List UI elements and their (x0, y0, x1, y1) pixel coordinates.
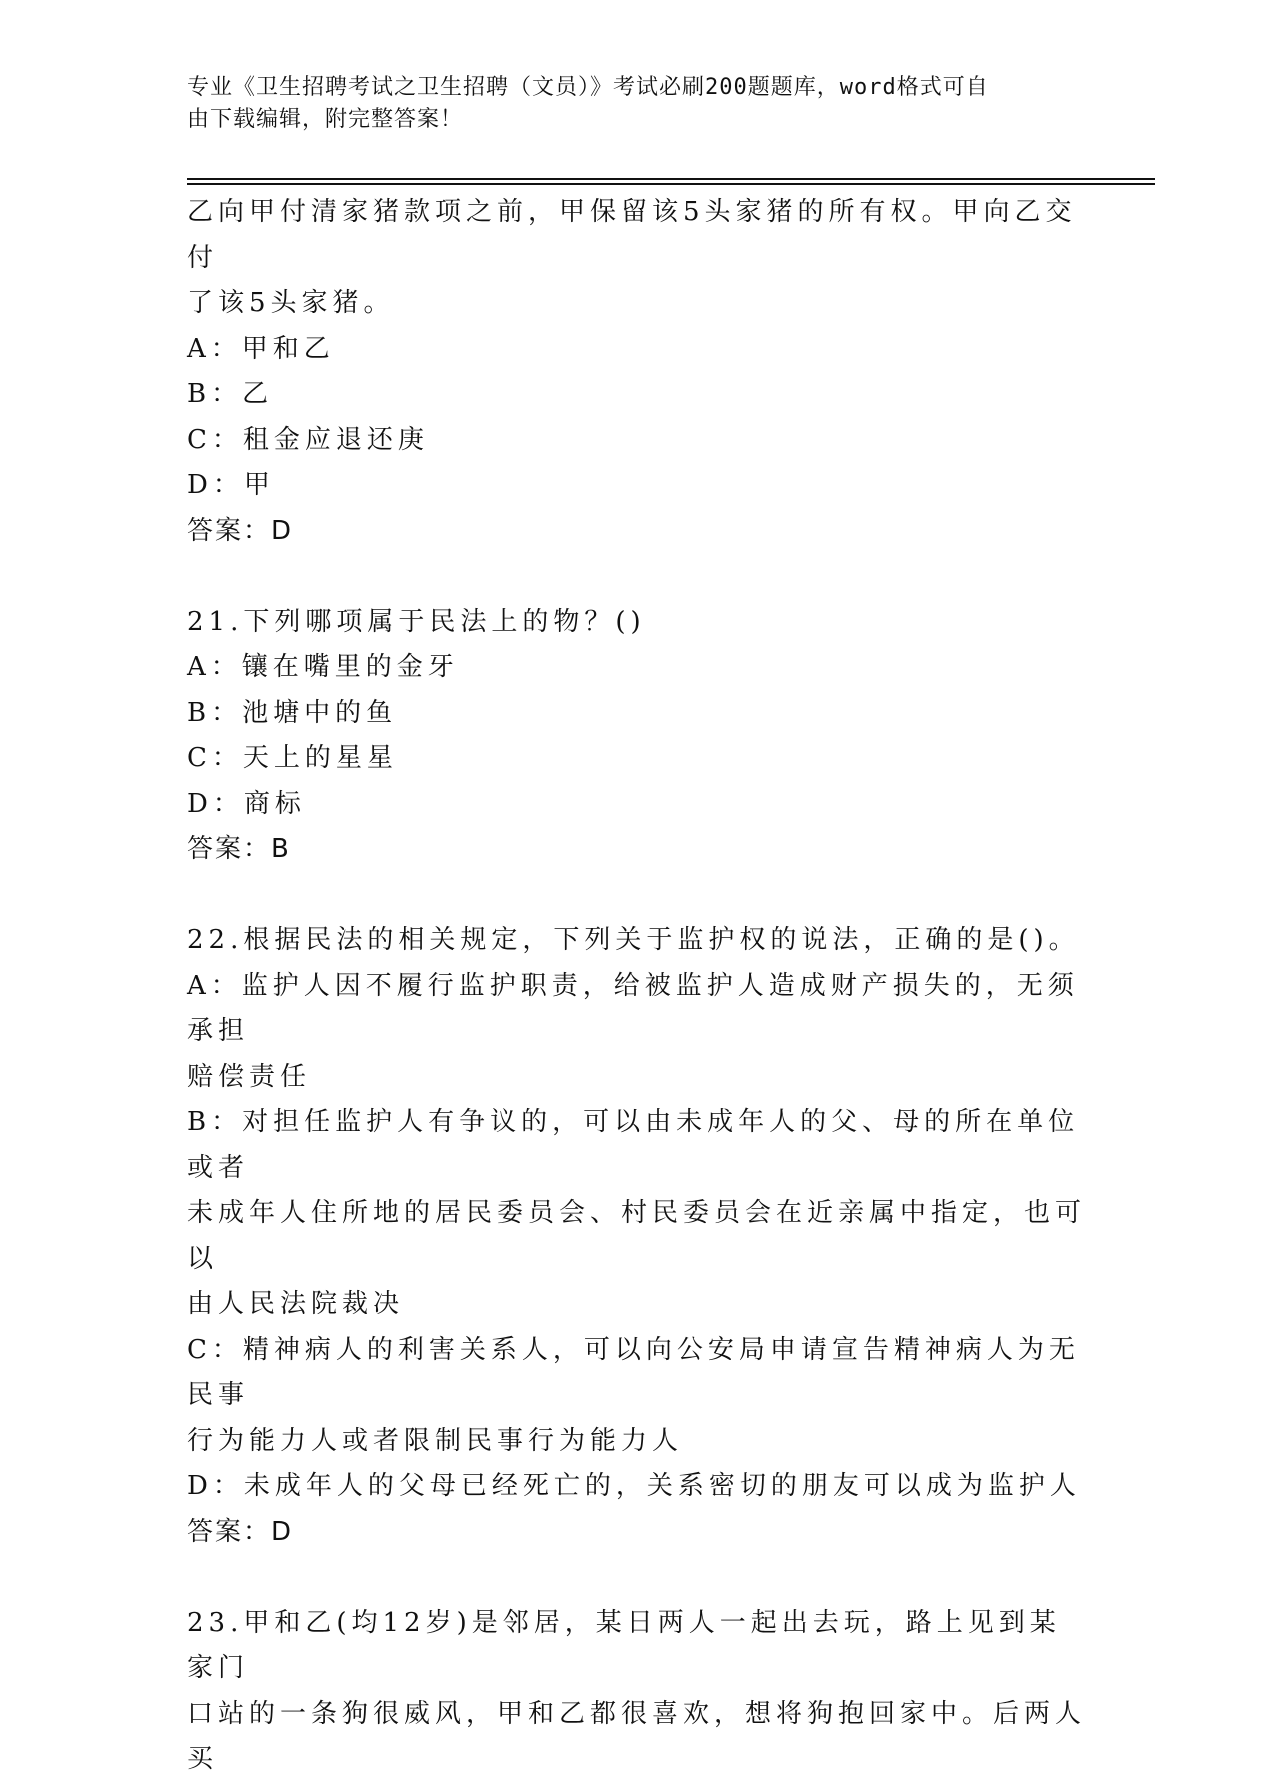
option-c: C：精神病人的利害关系人，可以向公安局申请宣告精神病人为无民事 (187, 1334, 1080, 1410)
question-stem: 21.下列哪项属于民法上的物？() (187, 606, 646, 637)
question-20 (187, 190, 1087, 554)
spacer (187, 872, 1087, 918)
header-line-1: 专业《卫生招聘考试之卫生招聘（文员）》考试必刷200题题库，word格式可自 (187, 75, 989, 100)
spacer (187, 1555, 1087, 1601)
option-a: A：镶在嘴里的金牙 (187, 652, 459, 682)
question-stem: 22.根据民法的相关规定，下列关于监护权的说法，正确的是()。 (187, 925, 1080, 955)
answer-line: 答案：D (187, 1516, 294, 1547)
option-b: B：对担任监护人有争议的，可以由未成年人的父、母的所在单位或者 (187, 1107, 1080, 1183)
option-b: B：池塘中的鱼 (187, 697, 398, 728)
question-23 (187, 1601, 1087, 1783)
option-a-continued: 赔偿责任 (187, 1061, 312, 1092)
question-list (187, 190, 1087, 1783)
option-c: C：天上的星星 (187, 743, 398, 773)
header-divider-bottom (187, 183, 1155, 185)
answer-line: 答案：B (187, 834, 291, 864)
question-21 (187, 600, 1087, 873)
option-b-continued: 未成年人住所地的居民委员会、村民委员会在近亲属中指定，也可以 (187, 1198, 1087, 1274)
question-stem: 乙向甲付清家猪款项之前，甲保留该5头家猪的所有权。甲向乙交付 (187, 197, 1077, 273)
option-c-continued: 行为能力人或者限制民事行为能力人 (187, 1425, 684, 1456)
option-d: D：甲 (187, 470, 275, 500)
header-line-2: 由下载编辑，附完整答案！ (187, 107, 464, 132)
header-divider-top (187, 178, 1155, 180)
option-b: B：乙 (187, 379, 274, 409)
question-stem: 口站的一条狗很威风，甲和乙都很喜欢，想将狗抱回家中。后两人买 (187, 1698, 1087, 1774)
option-a: A：监护人因不履行监护职责，给被监护人造成财产损失的，无须承担 (187, 970, 1079, 1046)
question-stem: 了该5头家猪。 (187, 288, 395, 318)
question-22 (187, 918, 1087, 1555)
question-stem: 23.甲和乙(均12岁)是邻居，某日两人一起出去玩，路上见到某家门 (187, 1607, 1061, 1683)
option-a: A：甲和乙 (187, 333, 335, 364)
option-d: D：未成年人的父母已经死亡的，关系密切的朋友可以成为监护人 (187, 1471, 1081, 1501)
document-header (187, 72, 1067, 136)
spacer (187, 554, 1087, 600)
answer-line: 答案：D (187, 515, 294, 546)
option-b-continued: 由人民法院裁决 (187, 1289, 405, 1319)
option-d: D：商标 (187, 788, 306, 819)
option-c: C：租金应退还庚 (187, 424, 429, 455)
